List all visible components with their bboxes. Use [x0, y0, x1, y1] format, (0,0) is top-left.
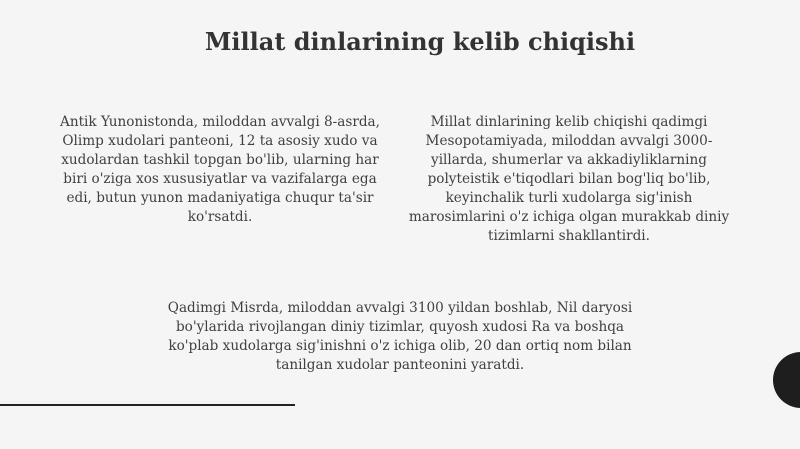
- paragraph-greece: Antik Yunonistonda, miloddan avvalgi 8-asrda, Olimp xudolari panteoni, 12 ta asosiy xudo va xudolardan tashkil topgan bo'lib, ularning har biri o'ziga xos xususiyatlar va vazifalarga ega edi, butun yunon madaniyatiga chuqur ta'sir ko'rsatdi.: [60, 114, 380, 225]
- decorative-divider-line: [0, 404, 295, 406]
- decorative-circle: [773, 352, 800, 408]
- paragraph-mesopotamia: Millat dinlarining kelib chiqishi qadimgi Mesopotamiyada, miloddan avvalgi 3000-yillarda, shumerlar va akkadiyliklarning polyteistik e'tiqodlari bilan bog'liq bo'lib, keyinchalik turli xudolarga sig'inish marosimlarini o'z ichiga olgan murakkab diniy tizimlarni shakllantirdi.: [408, 114, 730, 244]
- slide-title: Millat dinlarining kelib chiqishi: [204, 27, 636, 56]
- paragraph-egypt: Qadimgi Misrda, miloddan avvalgi 3100 yildan boshlab, Nil daryosi bo'ylarida rivojlangan diniy tizimlar, quyosh xudosi Ra va boshqa ko'plab xudolarga sig'inishni o'z ichiga olib, 20 dan ortiq nom bilan tanilgan xudolar panteonini yaratdi.: [167, 300, 633, 373]
